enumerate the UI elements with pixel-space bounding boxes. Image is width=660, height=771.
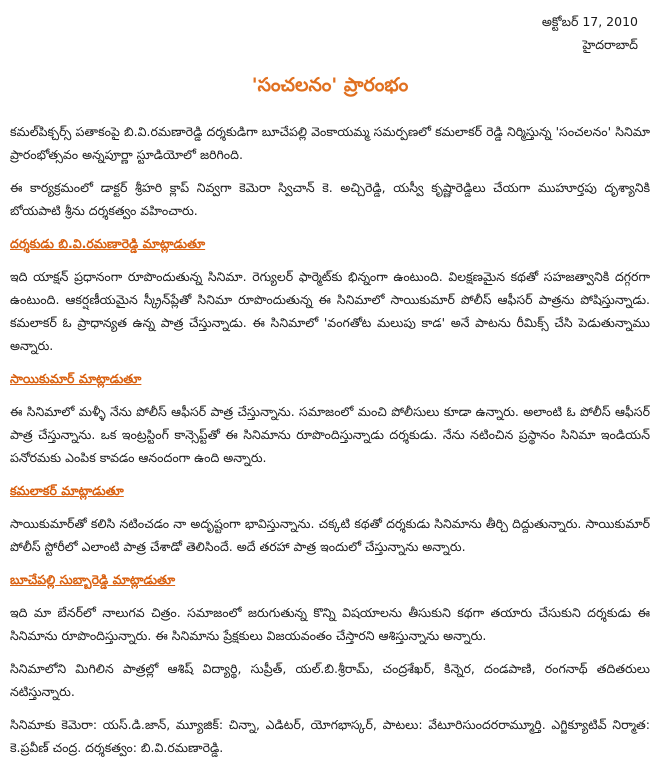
intro-paragraph-2: ఈ కార్యక్రమంలో డాక్టర్ శ్రీహరి క్లాప్ నివ్వగా కెమెరా స్విచాన్ కె. అచ్చిరెడ్డి, యస్వీ కృష్ణారెడ్డిలు చేయగా ముహూర్తపు దృశ్యానికి బోయపాటి శ్రీను దర్శకత్వం వహించారు. xyxy=(10,180,650,218)
section-saikumar-paragraph: ఈ సినిమాలో మళ్ళీ నేను పోలీస్ ఆఫీసర్ పాత్ర చేస్తున్నాను. సమాజంలో మంచి పోలీసులు కూడా ఉన్నారు. అలాంటి ఓ పోలీస్ ఆఫీసర్ పాత్ర చేస్తున్నాను. ఒక ఇంట్రస్టింగ్ కాన్సెప్ట్‌తో ఈ సినిమాను రూపొందిస్తున్నాడు దర్శకుడు. నేను నటించిన ప్రస్థానం సినిమా ఇండియన్ పనోరమకు ఎంపిక కావడం ఆనందంగా ఉంది అన్నారు. xyxy=(10,404,650,465)
section-subbareddy-paragraph-2: సినిమాలోని మిగిలిన పాత్రల్లో ఆశిష్ విద్యార్థి, సుప్రీత్, యల్.బి.శ్రీరామ్, చంద్రశేఖర్, కిన్నెర, దండపాణి, రంగనాథ్ తదితరులు నటిస్తున్నారు. xyxy=(10,661,650,699)
section-heading-kamalakar: కమలాకర్ మాట్లాడుతూ xyxy=(10,483,124,498)
section-director-paragraph: ఇది యాక్షన్ ప్రధానంగా రూపొందుతున్న సినిమా. రెగ్యులర్ ఫార్మెట్‌కు భిన్నంగా ఉంటుంది. విలక్షణమైన కథతో సహజత్వానికి దగ్గరగా ఉంటుంది. ఆకర్షణీయమైన స్క్రీన్‌ప్లేతో సినిమా రూపొందుతున్న ఈ సినిమాలో సాయికుమార్ పోలీస్ ఆఫీసర్ పాత్రను పోషిస్తున్నాడు. కమలాకర్ ఓ ప్రాధాన్యత ఉన్న పాత్ర చేస్తున్నాడు. ఈ సినిమాలో 'వంగతోట మలుపు కాడ' అనే పాటను రీమిక్స్ చేసి పెడుతున్నాము అన్నారు. xyxy=(10,269,650,353)
article-title: 'సంచలనం' ప్రారంభం xyxy=(251,74,409,96)
section-heading-saikumar: సాయికుమార్ మాట్లాడుతూ xyxy=(10,371,142,386)
section-heading-subbareddy: బూచేపల్లి సుబ్బారెడ్డి మాట్లాడుతూ xyxy=(10,572,176,587)
article-location: హైదరాబాద్ xyxy=(582,37,638,52)
intro-paragraph-1: కమల్‌పిక్చర్స్ పతాకంపై బి.వి.రమణారెడ్డి దర్శకుడిగా బూచేపల్లి వెంకాయమ్మ సమర్పణలో కమలాకర్ రెడ్డి నిర్మిస్తున్న 'సంచలనం' సినిమా ప్రారంభోత్సవం అన్నపూర్ణా స్టూడియోలో జరిగింది. xyxy=(10,124,650,162)
article-date: అక్టోబర్ 17, 2010 xyxy=(541,14,638,29)
section-subbareddy-paragraph-3: సినిమాకు కెమెరా: యస్.డి.జాన్, మ్యూజిక్: చిన్నా, ఎడిటర్, యోగభాస్కర్, పాటలు: వేటూరిసుందరరామ్మూర్తి. ఎగ్జిక్యూటివ్ నిర్మాత: కె.ప్రవీణ్ చంద్ర. దర్శకత్వం: బి.వి.రమణారెడ్డి. xyxy=(10,717,650,755)
article-body xyxy=(10,120,650,769)
section-subbareddy-paragraph-1: ఇది మా బేనర్‌లో నాలుగవ చిత్రం. సమాజంలో జరుగుతున్న కొన్ని విషయాలను తీసుకుని కథగా తయారు చేసుకుని దర్శకుడు ఈ సినిమాను రూపొందిస్తున్నారు. ఈ సినిమాను ప్రేక్షకులు విజయవంతం చేస్తారని ఆశిస్తున్నాను అన్నారు. xyxy=(10,605,650,643)
section-heading-director: దర్శకుడు బి.వి.రమణారెడ్డి మాట్లాడుతూ xyxy=(10,236,206,251)
section-kamalakar-paragraph: సాయికుమార్‌తో కలిసి నటించడం నా అదృష్టంగా భావిస్తున్నాను. చక్కటి కథతో దర్శకుడు సినిమాను తీర్చి దిద్దుతున్నారు. సాయికుమార్ పోలీస్ స్టోరీలో ఎలాంటి పాత్ర చేశాడో తెలిసిందే. అదే తరహా పాత్ర ఇందులో చేస్తున్నాను అన్నారు. xyxy=(10,516,650,554)
dateline xyxy=(542,10,638,56)
